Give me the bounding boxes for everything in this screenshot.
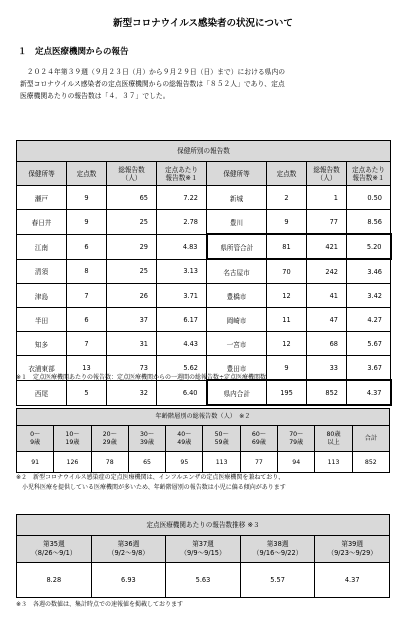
age-group-header: 80歳 以上 <box>315 426 352 452</box>
value-cell: 31 <box>107 332 157 356</box>
week-value: 8.28 <box>17 563 92 598</box>
area-name-cell: 半田 <box>17 308 67 332</box>
value-cell: 3.42 <box>347 284 391 308</box>
age-group-value: 94 <box>278 452 315 473</box>
value-cell: 4.27 <box>347 308 391 332</box>
area-name-cell: 知多 <box>17 332 67 356</box>
intro-paragraph <box>20 66 392 102</box>
note-2-line: 小児科医療を提供している医療機関が多いため、年齢階層別の報告数は小児に偏る傾向があります <box>16 484 286 491</box>
value-cell: 70 <box>267 259 307 284</box>
value-cell: 77 <box>307 210 347 235</box>
value-cell: 41 <box>307 284 347 308</box>
table-row <box>17 259 391 284</box>
note-2 <box>16 473 396 493</box>
column-header: 定点あたり 報告数※１ <box>157 162 207 186</box>
age-group-header: 50～ 59歳 <box>203 426 240 452</box>
week-header: 第35週 （8/26～9/1） <box>17 536 92 563</box>
area-name-cell: 瀬戸 <box>17 186 67 210</box>
value-cell: 25 <box>107 259 157 284</box>
week-value: 5.57 <box>240 563 315 598</box>
area-name-cell: 県内合計 <box>207 380 267 405</box>
note-2-line: ※２ 新型コロナウイルス感染症の定点医療機関は、インフルエンザの定点医療機関を兼ねており、 <box>16 474 285 481</box>
value-cell: 5.20 <box>347 234 391 259</box>
column-header: 保健所等 <box>17 162 67 186</box>
area-name-cell: 名古屋市 <box>207 259 267 284</box>
table-row <box>17 380 391 405</box>
value-cell: 13 <box>67 356 107 381</box>
page-title: 新型コロナウイルス感染者の状況について <box>113 18 293 29</box>
health-center-table <box>16 140 392 406</box>
column-header: 保健所等 <box>207 162 267 186</box>
weekly-trend-table-caption: 定点医療機関あたりの報告数推移 ※３ <box>17 515 390 536</box>
value-cell: 11 <box>267 308 307 332</box>
week-header: 第38週 （9/16～9/22） <box>240 536 315 563</box>
health-center-table-caption: 保健所別の報告数 <box>17 141 391 162</box>
area-name-cell: 豊橋市 <box>207 284 267 308</box>
age-group-value: 77 <box>240 452 277 473</box>
value-cell: 81 <box>267 234 307 259</box>
value-cell: 9 <box>267 356 307 381</box>
table-row <box>17 308 391 332</box>
area-name-cell: 一宮市 <box>207 332 267 356</box>
column-header: 総報告数 （人） <box>307 162 347 186</box>
value-cell: 1 <box>307 186 347 210</box>
value-cell: 8 <box>67 259 107 284</box>
value-cell: 6 <box>67 308 107 332</box>
area-name-cell: 清須 <box>17 259 67 284</box>
age-group-value: 113 <box>315 452 352 473</box>
table-row <box>17 234 391 259</box>
intro-line: 医療機関あたりの報告数は「４．３７」でした。 <box>20 92 170 100</box>
week-header: 第39週 （9/23～9/29） <box>315 536 390 563</box>
area-name-cell: 新城 <box>207 186 267 210</box>
age-group-value: 91 <box>17 452 54 473</box>
column-header: 定点数 <box>67 162 107 186</box>
value-cell: 242 <box>307 259 347 284</box>
value-cell: 7 <box>67 284 107 308</box>
value-cell: 5.67 <box>347 332 391 356</box>
intro-line: ２０２４年第３９週（９月２３日（月）から９月２９日（日）まで）における県内の <box>20 68 286 76</box>
table-row <box>17 332 391 356</box>
area-name-cell: 岡崎市 <box>207 308 267 332</box>
column-header: 総報告数 （人） <box>107 162 157 186</box>
area-name-cell: 江南 <box>17 234 67 259</box>
value-cell: 65 <box>107 186 157 210</box>
area-name-cell: 県所管合計 <box>207 234 267 259</box>
value-cell: 32 <box>107 380 157 405</box>
value-cell: 29 <box>107 234 157 259</box>
value-cell: 3.71 <box>157 284 207 308</box>
age-group-header: 40～ 49歳 <box>166 426 203 452</box>
weekly-trend-table <box>16 514 390 598</box>
age-group-table-caption: 年齢階層別の総報告数（人） ※２ <box>17 409 390 426</box>
section-heading: １ 定点医療機関からの報告 <box>18 47 129 57</box>
age-group-table <box>16 408 390 473</box>
note-1: ※１ 定点医療機関あたりの報告数：定点医療機関からの一週間の総報告数÷定点医療機関数 <box>16 374 267 381</box>
value-cell: 6.17 <box>157 308 207 332</box>
value-cell: 4.43 <box>157 332 207 356</box>
age-group-header: 0～ 9歳 <box>17 426 54 452</box>
value-cell: 7 <box>67 332 107 356</box>
value-cell: 3.13 <box>157 259 207 284</box>
table-row <box>17 186 391 210</box>
week-value: 6.93 <box>91 563 166 598</box>
column-header: 定点あたり 報告数※１ <box>347 162 391 186</box>
column-header: 定点数 <box>267 162 307 186</box>
age-group-header: 30～ 39歳 <box>128 426 165 452</box>
value-cell: 25 <box>107 210 157 235</box>
value-cell: 47 <box>307 308 347 332</box>
value-cell: 9 <box>67 210 107 235</box>
value-cell: 3.67 <box>347 356 391 381</box>
value-cell: 37 <box>107 308 157 332</box>
area-name-cell: 衣浦東部 <box>17 356 67 381</box>
week-value: 5.63 <box>166 563 241 598</box>
note-3: ※３ 各週の数値は、集計時点での速報値を掲載しております <box>16 601 184 608</box>
age-group-header: 合計 <box>352 426 389 452</box>
value-cell: 73 <box>107 356 157 381</box>
value-cell: 6 <box>67 234 107 259</box>
value-cell: 12 <box>267 284 307 308</box>
age-group-header: 20～ 29歳 <box>91 426 128 452</box>
table-row <box>17 284 391 308</box>
value-cell: 6.40 <box>157 380 207 405</box>
age-group-value: 126 <box>54 452 91 473</box>
value-cell: 195 <box>267 380 307 405</box>
age-group-value: 78 <box>91 452 128 473</box>
week-value: 4.37 <box>315 563 390 598</box>
value-cell: 9 <box>267 210 307 235</box>
value-cell: 0.50 <box>347 186 391 210</box>
area-name-cell: 津島 <box>17 284 67 308</box>
value-cell: 2 <box>267 186 307 210</box>
age-group-value: 113 <box>203 452 240 473</box>
intro-line: 新型コロナウイルス感染者の定点医療機関からの総報告数は「８５２人」であり、定点 <box>20 80 285 88</box>
value-cell: 4.37 <box>347 380 391 405</box>
value-cell: 68 <box>307 332 347 356</box>
table-row <box>17 210 391 235</box>
value-cell: 5 <box>67 380 107 405</box>
age-group-value: 95 <box>166 452 203 473</box>
value-cell: 421 <box>307 234 347 259</box>
area-name-cell: 春日井 <box>17 210 67 235</box>
value-cell: 4.83 <box>157 234 207 259</box>
week-header: 第36週 （9/2～9/8） <box>91 536 166 563</box>
age-group-header: 70～ 79歳 <box>278 426 315 452</box>
value-cell: 852 <box>307 380 347 405</box>
value-cell: 26 <box>107 284 157 308</box>
area-name-cell: 豊川 <box>207 210 267 235</box>
age-group-header: 10～ 19歳 <box>54 426 91 452</box>
age-group-header: 60～ 69歳 <box>240 426 277 452</box>
area-name-cell: 豊田市 <box>207 356 267 381</box>
value-cell: 9 <box>67 186 107 210</box>
value-cell: 5.62 <box>157 356 207 381</box>
value-cell: 7.22 <box>157 186 207 210</box>
value-cell: 33 <box>307 356 347 381</box>
week-header: 第37週 （9/9～9/15） <box>166 536 241 563</box>
value-cell: 3.46 <box>347 259 391 284</box>
value-cell: 2.78 <box>157 210 207 235</box>
value-cell: 12 <box>267 332 307 356</box>
age-group-value: 852 <box>352 452 389 473</box>
area-name-cell: 西尾 <box>17 380 67 405</box>
age-group-value: 65 <box>128 452 165 473</box>
value-cell: 8.56 <box>347 210 391 235</box>
